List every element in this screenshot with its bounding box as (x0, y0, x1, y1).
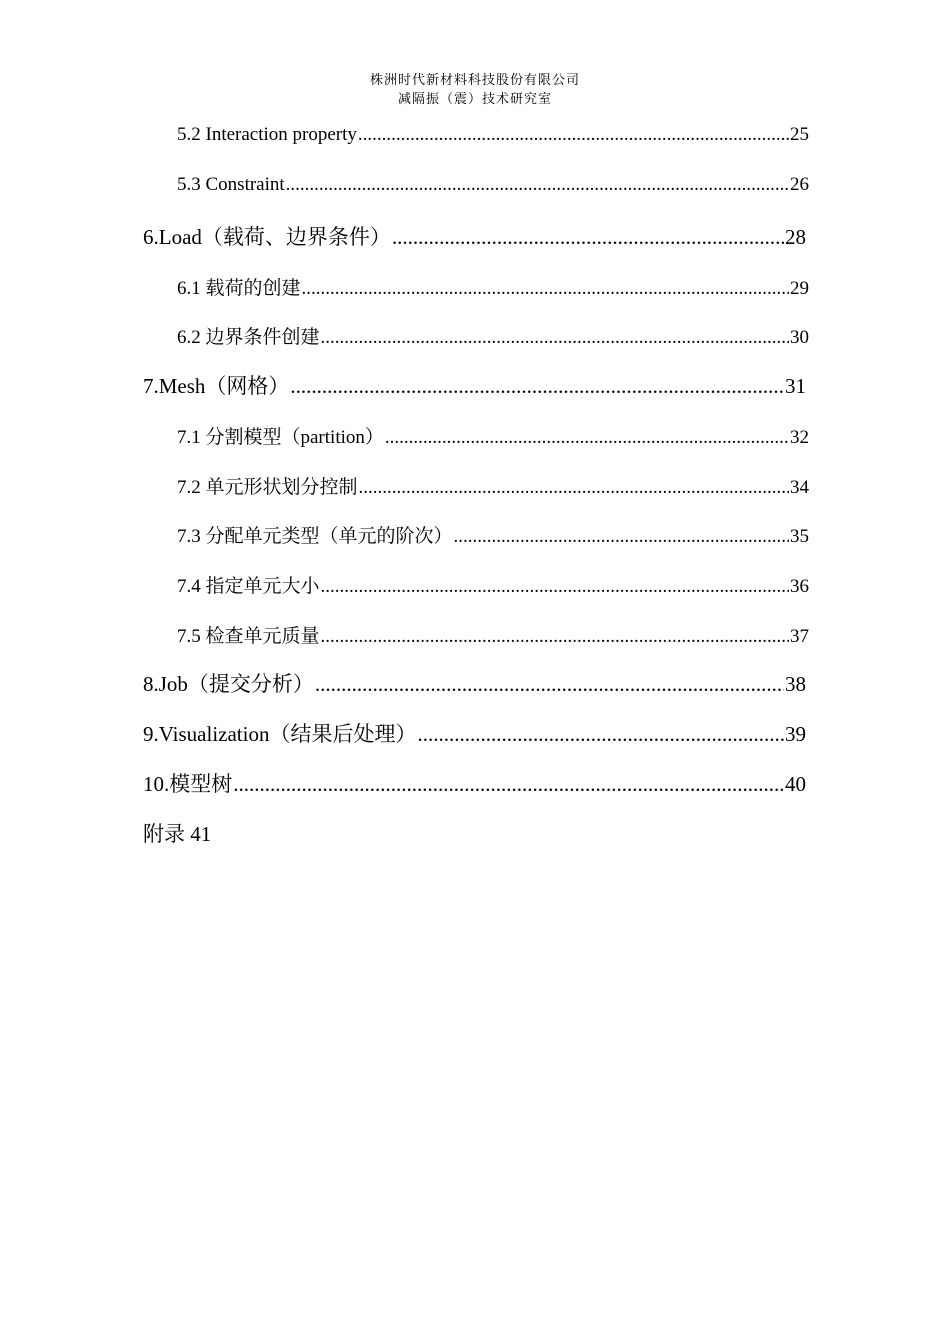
toc-page-number: 39 (785, 722, 806, 746)
toc-page-number: 32 (790, 427, 809, 448)
toc-entry-title: 6.1 载荷的创建 (177, 278, 301, 299)
toc-entry[interactable] (177, 621, 809, 648)
toc-dot-leader (290, 374, 784, 399)
toc-dot-leader (392, 225, 784, 250)
toc-page-number: 29 (790, 278, 809, 299)
toc-page-number: 30 (790, 327, 809, 348)
toc-entry-title: 7.4 指定单元大小 (177, 576, 320, 597)
toc-dot-leader (358, 124, 789, 146)
toc-entry[interactable] (143, 718, 806, 748)
toc-dot-leader (286, 174, 789, 196)
toc-entry[interactable] (143, 668, 806, 698)
toc-page-number: 37 (790, 626, 809, 647)
toc-entry[interactable] (177, 571, 809, 598)
toc-entry-title: 6.Load（载荷、边界条件） (143, 225, 391, 249)
toc-entry-title: 5.2 Interaction property (177, 124, 357, 145)
toc-entry-title: 7.2 单元形状划分控制 (177, 477, 358, 498)
toc-page-number: 35 (790, 526, 809, 547)
toc-entry-title: 7.1 分割模型（partition） (177, 427, 384, 448)
toc-dot-leader (321, 327, 789, 349)
toc-dot-leader (385, 427, 789, 449)
toc-entry-title: 7.5 检查单元质量 (177, 626, 320, 647)
toc-entry[interactable] (143, 768, 806, 798)
toc-page-number: 28 (785, 225, 806, 249)
toc-entry[interactable] (177, 174, 809, 196)
toc-page-number: 31 (785, 374, 806, 398)
toc-page-number: 38 (785, 672, 806, 696)
toc-dot-leader (359, 477, 789, 499)
toc-entry[interactable] (177, 273, 809, 300)
toc-appendix[interactable]: 附录 41 (143, 822, 212, 846)
toc-page-number: 34 (790, 477, 809, 498)
toc-page-number: 40 (785, 772, 806, 796)
toc-dot-leader (321, 576, 789, 598)
toc-entry-title: 7.Mesh（网格） (143, 374, 290, 398)
toc-entry[interactable] (177, 472, 809, 499)
toc-entry[interactable] (143, 370, 806, 400)
toc-entry-title: 5.3 Constraint (177, 174, 285, 195)
toc-entry-title: 7.3 分配单元类型（单元的阶次） (177, 526, 453, 547)
toc-dot-leader (233, 772, 784, 797)
toc-entry[interactable] (177, 521, 809, 548)
toc-dot-leader (321, 626, 789, 648)
toc-page-number: 26 (790, 174, 809, 195)
toc-entry[interactable] (143, 221, 806, 251)
toc-dot-leader (302, 278, 789, 300)
toc-dot-leader (454, 526, 789, 548)
toc-dot-leader (315, 672, 784, 697)
toc-entry-title: 10.模型树 (143, 772, 233, 796)
company-name: 株洲时代新材料科技股份有限公司 (369, 72, 580, 87)
toc-entry[interactable] (177, 124, 809, 146)
toc-entry-title: 8.Job（提交分析） (143, 672, 314, 696)
toc-entry[interactable] (177, 422, 809, 449)
toc-entry[interactable] (177, 322, 809, 349)
department-name: 减隔振（震）技术研究室 (397, 91, 552, 106)
toc-dot-leader (417, 722, 784, 747)
toc-entry-title: 9.Visualization（结果后处理） (143, 722, 417, 746)
toc-entry-title: 6.2 边界条件创建 (177, 327, 320, 348)
toc-page-number: 25 (790, 124, 809, 145)
toc-page-number: 36 (790, 576, 809, 597)
